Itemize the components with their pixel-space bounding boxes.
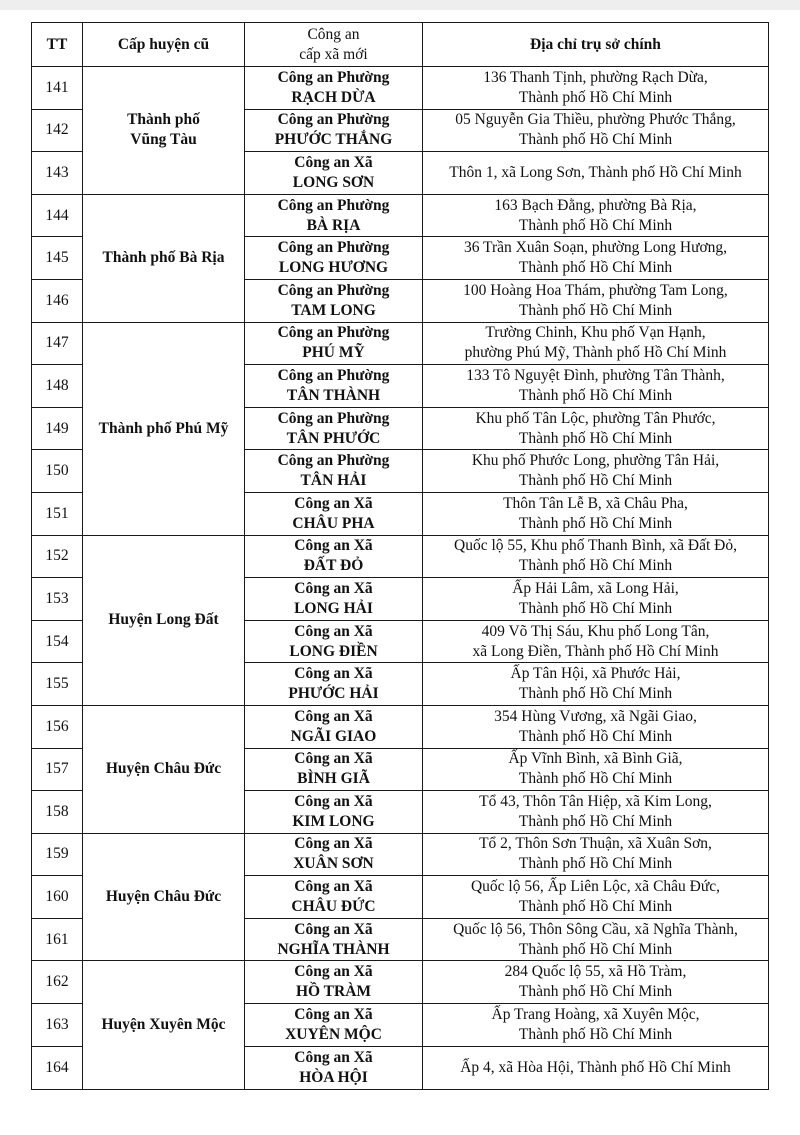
- district-name-line: Huyện Châu Đức: [105, 888, 222, 906]
- header-unit-line2: cấp xã mới: [299, 45, 368, 63]
- unit-name: LONG SƠN: [292, 173, 375, 191]
- address-line: 409 Võ Thị Sáu, Khu phố Long Tân,: [481, 622, 710, 640]
- unit-type: Công an Xã: [294, 750, 373, 768]
- unit-name: RẠCH DỪA: [291, 88, 376, 106]
- address-cell: [423, 1046, 769, 1089]
- address-line: Thành phố Hồ Chí Minh: [518, 472, 673, 490]
- unit-cell: [245, 194, 423, 237]
- address-line: 100 Hoàng Hoa Thám, phường Tam Long,: [463, 281, 728, 299]
- address-line: Ấp 4, xã Hòa Hội, Thành phố Hồ Chí Minh: [460, 1058, 731, 1076]
- unit-cell: [245, 67, 423, 110]
- unit-name: ĐẤT ĐỎ: [303, 557, 364, 575]
- unit-cell: [245, 407, 423, 450]
- row-number: 146: [32, 279, 83, 322]
- header-tt: TT: [32, 23, 83, 67]
- row-number: 147: [32, 322, 83, 365]
- unit-name: TAM LONG: [291, 301, 376, 319]
- address-line: Thôn 1, xã Long Sơn, Thành phố Hồ Chí Minh: [449, 163, 742, 181]
- unit-name: PHƯỚC HẢI: [288, 685, 379, 703]
- address-line: Ấp Hải Lâm, xã Long Hải,: [512, 579, 679, 597]
- unit-cell: [245, 535, 423, 578]
- table-row: [32, 961, 769, 1004]
- unit-type: Công an Phường: [277, 196, 390, 214]
- unit-name: BÀ RỊA: [306, 216, 361, 234]
- unit-cell: [245, 961, 423, 1004]
- unit-type: Công an Phường: [277, 324, 390, 342]
- unit-name: NGÃI GIAO: [290, 727, 377, 745]
- header-unit-line1: Công an: [307, 25, 360, 43]
- row-number: 155: [32, 663, 83, 706]
- unit-cell: [245, 833, 423, 876]
- unit-name: BÌNH GIÃ: [297, 770, 370, 788]
- table-row: [32, 67, 769, 110]
- address-cell: [423, 152, 769, 195]
- row-number: 162: [32, 961, 83, 1004]
- address-cell: [423, 109, 769, 152]
- row-number: 163: [32, 1004, 83, 1047]
- address-cell: [423, 365, 769, 408]
- address-cell: [423, 492, 769, 535]
- district-cell: [83, 535, 245, 705]
- row-number: 141: [32, 67, 83, 110]
- unit-type: Công an Xã: [294, 494, 373, 512]
- address-line: Thành phố Hồ Chí Minh: [518, 216, 673, 234]
- address-line: Thành phố Hồ Chí Minh: [518, 983, 673, 1001]
- address-line: Thành phố Hồ Chí Minh: [518, 599, 673, 617]
- unit-cell: [245, 663, 423, 706]
- row-number: 153: [32, 578, 83, 621]
- unit-type: Công an Xã: [294, 537, 373, 555]
- district-name-line: Thành phố Bà Rịa: [102, 249, 225, 267]
- address-line: Thành phố Hồ Chí Minh: [518, 386, 673, 404]
- row-number: 156: [32, 705, 83, 748]
- address-line: Thành phố Hồ Chí Minh: [518, 727, 673, 745]
- address-line: Trường Chinh, Khu phố Vạn Hạnh,: [485, 324, 706, 342]
- unit-type: Công an Xã: [294, 878, 373, 896]
- district-name-line: Thành phố Phú Mỹ: [98, 419, 229, 437]
- address-line: Ấp Trang Hoàng, xã Xuyên Mộc,: [491, 1005, 700, 1023]
- unit-type: Công an Xã: [294, 579, 373, 597]
- table-header-row: [32, 23, 769, 67]
- address-line: Quốc lộ 56, Thôn Sông Cầu, xã Nghĩa Thành,: [453, 920, 738, 938]
- address-cell: [423, 279, 769, 322]
- unit-name: NGHĨA THÀNH: [277, 940, 390, 958]
- unit-type: Công an Phường: [277, 281, 390, 299]
- row-number: 149: [32, 407, 83, 450]
- address-line: Ấp Vĩnh Bình, xã Bình Giã,: [508, 750, 683, 768]
- address-cell: [423, 1004, 769, 1047]
- address-cell: [423, 791, 769, 834]
- header-address: Địa chỉ trụ sở chính: [423, 23, 769, 67]
- district-cell: [83, 194, 245, 322]
- address-cell: [423, 620, 769, 663]
- unit-cell: [245, 705, 423, 748]
- district-name-line: Huyện Châu Đức: [105, 760, 222, 778]
- unit-name: LONG ĐIỀN: [289, 642, 378, 660]
- address-cell: [423, 918, 769, 961]
- address-line: 354 Hùng Vương, xã Ngãi Giao,: [494, 707, 697, 725]
- address-line: Ấp Tân Hội, xã Phước Hải,: [510, 665, 681, 683]
- address-cell: [423, 407, 769, 450]
- district-cell: [83, 705, 245, 833]
- address-line: Tổ 2, Thôn Sơn Thuận, xã Xuân Sơn,: [479, 835, 712, 853]
- address-line: Thành phố Hồ Chí Minh: [518, 855, 673, 873]
- unit-cell: [245, 918, 423, 961]
- unit-name: TÂN THÀNH: [286, 386, 381, 404]
- unit-cell: [245, 279, 423, 322]
- row-number: 164: [32, 1046, 83, 1089]
- address-line: Thành phố Hồ Chí Minh: [518, 259, 673, 277]
- address-line: Khu phố Phước Long, phường Tân Hải,: [471, 452, 720, 470]
- unit-name: KIM LONG: [292, 812, 375, 830]
- unit-name: CHÂU ĐỨC: [291, 898, 376, 916]
- row-number: 157: [32, 748, 83, 791]
- table-row: [32, 194, 769, 237]
- unit-name: LONG HẢI: [294, 599, 373, 617]
- unit-name: CHÂU PHA: [292, 514, 375, 532]
- unit-cell: [245, 109, 423, 152]
- district-cell: [83, 961, 245, 1089]
- address-line: 136 Thanh Tịnh, phường Rạch Dừa,: [483, 68, 708, 86]
- address-cell: [423, 535, 769, 578]
- row-number: 158: [32, 791, 83, 834]
- unit-name: LONG HƯƠNG: [278, 259, 389, 277]
- header-unit: [245, 23, 423, 67]
- unit-name: PHÚ MỸ: [302, 344, 365, 362]
- address-line: Thành phố Hồ Chí Minh: [518, 131, 673, 149]
- table-row: [32, 535, 769, 578]
- row-number: 150: [32, 450, 83, 493]
- district-cell: [83, 322, 245, 535]
- address-line: Quốc lộ 56, Ấp Liên Lộc, xã Châu Đức,: [470, 878, 721, 896]
- address-cell: [423, 578, 769, 621]
- unit-type: Công an Phường: [277, 239, 390, 257]
- row-number: 159: [32, 833, 83, 876]
- address-cell: [423, 876, 769, 919]
- address-cell: [423, 748, 769, 791]
- unit-type: Công an Xã: [294, 665, 373, 683]
- table-row: [32, 833, 769, 876]
- unit-cell: [245, 578, 423, 621]
- address-cell: [423, 961, 769, 1004]
- address-cell: [423, 663, 769, 706]
- unit-name: TÂN HẢI: [300, 472, 367, 490]
- unit-type: Công an Xã: [294, 1048, 373, 1066]
- unit-type: Công an Xã: [294, 963, 373, 981]
- address-line: 36 Trần Xuân Soạn, phường Long Hương,: [463, 239, 728, 257]
- unit-cell: [245, 450, 423, 493]
- row-number: 144: [32, 194, 83, 237]
- unit-type: Công an Phường: [277, 111, 390, 129]
- unit-type: Công an Phường: [277, 366, 390, 384]
- address-cell: [423, 450, 769, 493]
- table-row: [32, 705, 769, 748]
- address-line: Thành phố Hồ Chí Minh: [518, 301, 673, 319]
- address-cell: [423, 322, 769, 365]
- row-number: 160: [32, 876, 83, 919]
- district-name-line: Vũng Tàu: [130, 131, 197, 149]
- address-line: Tổ 43, Thôn Tân Hiệp, xã Kim Long,: [479, 792, 712, 810]
- unit-cell: [245, 492, 423, 535]
- unit-cell: [245, 748, 423, 791]
- unit-type: Công an Xã: [294, 1005, 373, 1023]
- unit-type: Công an Xã: [294, 835, 373, 853]
- row-number: 142: [32, 109, 83, 152]
- address-line: Thành phố Hồ Chí Minh: [518, 557, 673, 575]
- unit-name: HỒ TRÀM: [295, 983, 372, 1001]
- unit-cell: [245, 1004, 423, 1047]
- address-cell: [423, 67, 769, 110]
- unit-cell: [245, 876, 423, 919]
- row-number: 154: [32, 620, 83, 663]
- address-line: Thành phố Hồ Chí Minh: [518, 1025, 673, 1043]
- row-number: 145: [32, 237, 83, 280]
- district-name-line: Huyện Long Đất: [108, 611, 219, 629]
- unit-cell: [245, 237, 423, 280]
- row-number: 143: [32, 152, 83, 195]
- address-line: Thành phố Hồ Chí Minh: [518, 940, 673, 958]
- unit-cell: [245, 365, 423, 408]
- address-cell: [423, 194, 769, 237]
- unit-name: TÂN PHƯỚC: [286, 429, 381, 447]
- row-number: 151: [32, 492, 83, 535]
- address-line: 05 Nguyễn Gia Thiều, phường Phước Thắng,: [455, 111, 736, 129]
- unit-type: Công an Xã: [294, 920, 373, 938]
- unit-type: Công an Phường: [277, 409, 390, 427]
- unit-type: Công an Phường: [277, 68, 390, 86]
- address-line: Thành phố Hồ Chí Minh: [518, 514, 673, 532]
- table-body: [32, 67, 769, 1090]
- unit-name: XUÂN SƠN: [293, 855, 374, 873]
- address-line: Thành phố Hồ Chí Minh: [518, 770, 673, 788]
- table-row: [32, 322, 769, 365]
- unit-type: Công an Xã: [294, 707, 373, 725]
- address-line: Thành phố Hồ Chí Minh: [518, 898, 673, 916]
- address-cell: [423, 237, 769, 280]
- address-cell: [423, 833, 769, 876]
- unit-name: PHƯỚC THẮNG: [274, 131, 393, 149]
- unit-cell: [245, 322, 423, 365]
- police-units-table: [31, 22, 769, 1090]
- district-name-line: Huyện Xuyên Mộc: [101, 1016, 226, 1034]
- address-line: Thành phố Hồ Chí Minh: [518, 88, 673, 106]
- address-line: Thành phố Hồ Chí Minh: [518, 429, 673, 447]
- district-cell: [83, 67, 245, 195]
- address-line: Quốc lộ 55, Khu phố Thanh Bình, xã Đất Đỏ,: [454, 537, 737, 555]
- address-cell: [423, 705, 769, 748]
- address-line: xã Long Điền, Thành phố Hồ Chí Minh: [472, 642, 719, 660]
- row-number: 161: [32, 918, 83, 961]
- unit-type: Công an Phường: [277, 452, 390, 470]
- unit-name: XUYÊN MỘC: [285, 1025, 382, 1043]
- unit-cell: [245, 152, 423, 195]
- unit-cell: [245, 1046, 423, 1089]
- address-line: Thành phố Hồ Chí Minh: [518, 685, 673, 703]
- address-line: Khu phố Tân Lộc, phường Tân Phước,: [475, 409, 716, 427]
- address-line: Thành phố Hồ Chí Minh: [518, 812, 673, 830]
- unit-cell: [245, 620, 423, 663]
- unit-name: HÒA HỘI: [299, 1068, 368, 1086]
- unit-cell: [245, 791, 423, 834]
- district-name-line: Thành phố: [127, 111, 200, 129]
- row-number: 152: [32, 535, 83, 578]
- unit-type: Công an Xã: [294, 792, 373, 810]
- row-number: 148: [32, 365, 83, 408]
- district-cell: [83, 833, 245, 961]
- address-line: 163 Bạch Đằng, phường Bà Rịa,: [494, 196, 697, 214]
- address-line: 133 Tô Nguyệt Đình, phường Tân Thành,: [466, 366, 725, 384]
- unit-type: Công an Xã: [294, 153, 373, 171]
- header-district: Cấp huyện cũ: [83, 23, 245, 67]
- address-line: Thôn Tân Lễ B, xã Châu Pha,: [503, 494, 688, 512]
- unit-type: Công an Xã: [294, 622, 373, 640]
- address-line: 284 Quốc lộ 55, xã Hồ Tràm,: [504, 963, 687, 981]
- address-line: phường Phú Mỹ, Thành phố Hồ Chí Minh: [464, 344, 727, 362]
